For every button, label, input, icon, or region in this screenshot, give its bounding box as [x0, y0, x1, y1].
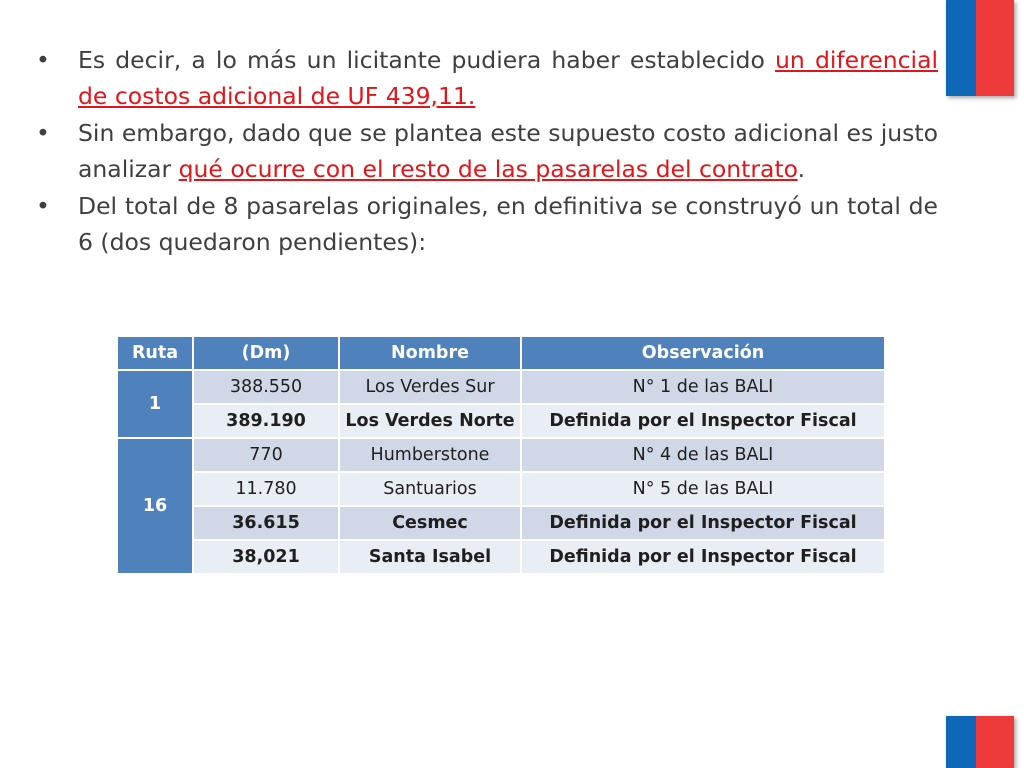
observacion-cell: N° 5 de las BALI: [522, 473, 884, 505]
observacion-cell: N° 1 de las BALI: [522, 371, 884, 403]
route-cell: 1: [118, 371, 192, 437]
header-nombre: Nombre: [340, 337, 520, 369]
dm-cell: 389.190: [194, 405, 338, 437]
header-observacion: Observación: [522, 337, 884, 369]
nombre-cell: Santa Isabel: [340, 541, 520, 573]
bullet-dot: •: [36, 119, 50, 147]
table-header-row: [118, 337, 884, 369]
dm-cell: 770: [194, 439, 338, 471]
dm-cell: 11.780: [194, 473, 338, 505]
route-cell: 16: [118, 439, 192, 573]
bullet-item: [36, 188, 938, 260]
table-row: [118, 541, 884, 573]
observacion-cell: Definida por el Inspector Fiscal: [522, 405, 884, 437]
bullet-text-after: .: [797, 155, 806, 183]
highlighted-text: qué ocurre con el resto de las pasarelas del contrato: [178, 155, 798, 183]
table-row: [118, 473, 884, 505]
header-dm: (Dm): [194, 337, 338, 369]
bullet-dot: •: [36, 192, 50, 220]
pasarelas-table: [116, 335, 886, 575]
bullet-dot: •: [36, 46, 50, 74]
observacion-cell: Definida por el Inspector Fiscal: [522, 507, 884, 539]
flag-decoration-top: [946, 0, 1014, 96]
nombre-cell: Los Verdes Sur: [340, 371, 520, 403]
nombre-cell: Los Verdes Norte: [340, 405, 520, 437]
flag-blue-stripe: [946, 0, 976, 96]
bullet-text: Del total de 8 pasarelas originales, en definitiva se construyó un total de 6 (dos quedaron pendientes):: [78, 192, 938, 256]
bullet-list: [36, 42, 938, 261]
dm-cell: 388.550: [194, 371, 338, 403]
flag-blue-stripe: [946, 716, 976, 768]
table-row: [118, 507, 884, 539]
flag-red-stripe: [976, 0, 1014, 96]
highlighted-text: un diferencial de costos adicional de UF 439,11.: [78, 46, 939, 110]
nombre-cell: Cesmec: [340, 507, 520, 539]
bullet-item: [36, 42, 938, 114]
nombre-cell: Humberstone: [340, 439, 520, 471]
flag-red-stripe: [976, 716, 1014, 768]
observacion-cell: N° 4 de las BALI: [522, 439, 884, 471]
bullet-text: Es decir, a lo más un licitante pudiera haber establecido: [78, 46, 776, 74]
observacion-cell: Definida por el Inspector Fiscal: [522, 541, 884, 573]
table-row: [118, 439, 884, 471]
dm-cell: 38,021: [194, 541, 338, 573]
header-ruta: Ruta: [118, 337, 192, 369]
dm-cell: 36.615: [194, 507, 338, 539]
table-row: [118, 371, 884, 403]
bullet-text: Sin embargo, dado que se plantea este supuesto costo adicional es justo analizar: [78, 119, 938, 183]
flag-decoration-bottom: [946, 716, 1014, 768]
bullet-item: [36, 115, 938, 187]
table-row: [118, 405, 884, 437]
nombre-cell: Santuarios: [340, 473, 520, 505]
